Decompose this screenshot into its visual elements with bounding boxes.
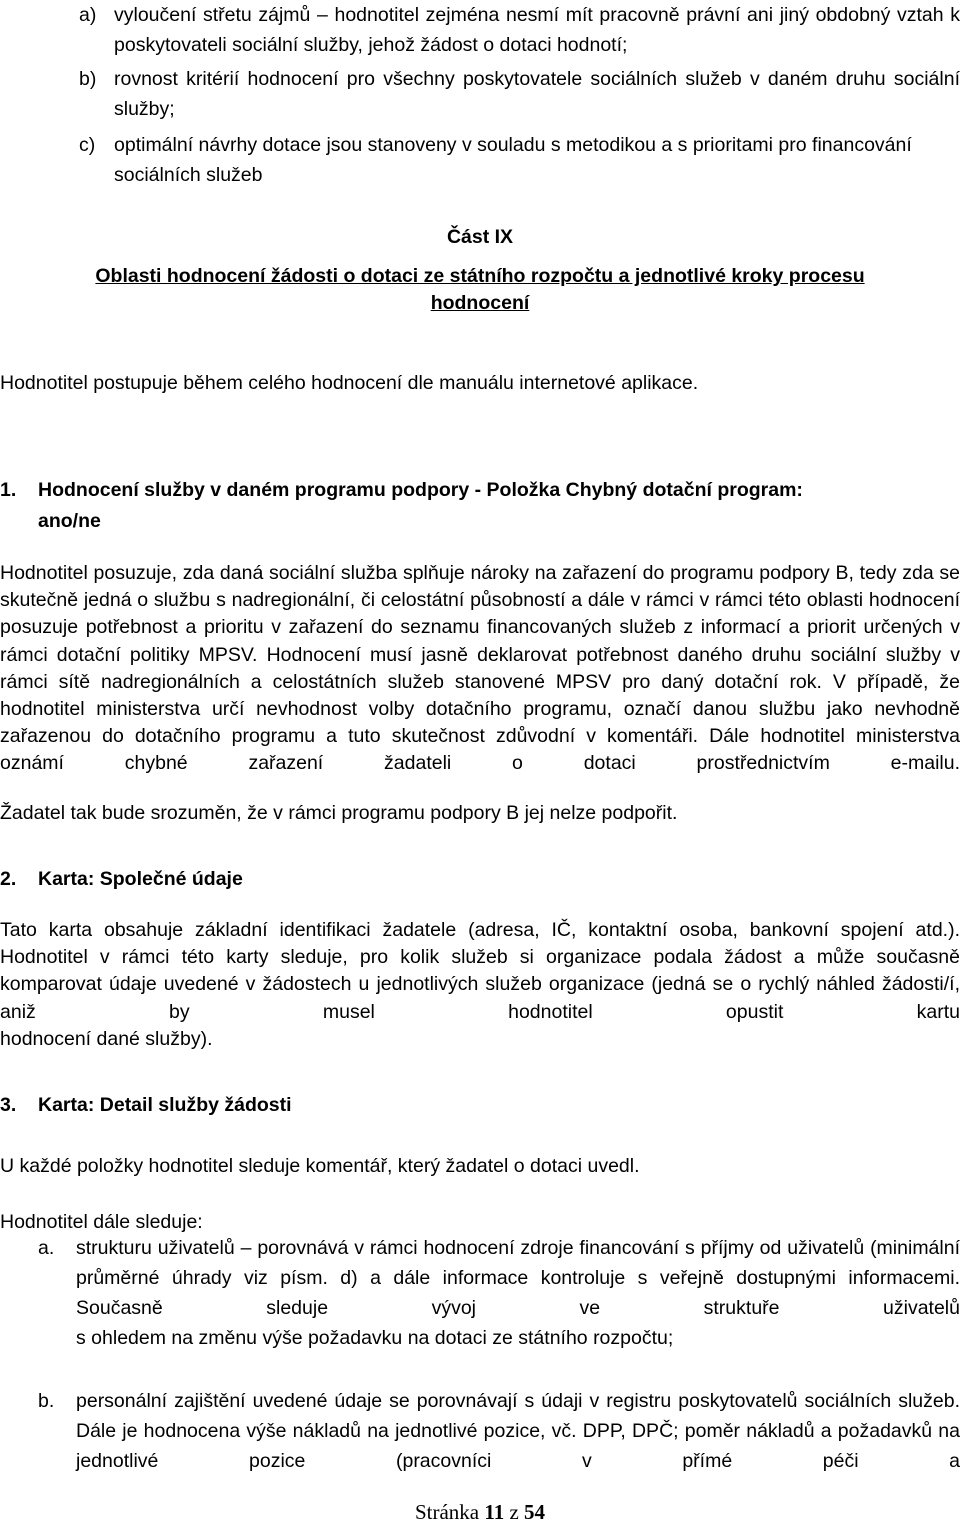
section-title: Karta: Společné údaje [38, 868, 243, 890]
section-3-heading [0, 1094, 292, 1117]
list-marker: c) [79, 134, 96, 156]
part-subtitle-line2: hodnocení [430, 292, 530, 314]
section-number: 1. [0, 479, 17, 501]
section-1-heading-line2: ano/ne [38, 510, 101, 532]
section-title: Hodnocení služby v daném programu podpory - Položka Chybný dotační program: [38, 479, 803, 501]
list-marker: a) [79, 4, 97, 26]
section-1-heading [0, 479, 803, 502]
section-number: 2. [0, 868, 17, 890]
section-title: Karta: Detail služby žádosti [38, 1094, 292, 1116]
list-item-text: personální zajištění uvedené údaje se porovnávají s údaji v registru poskytovatelů sociálních služeb. Dále je hodnocena výše nákladů na jednotlivé pozice, vč. DPP, DPČ; poměr nákladů a požadavků na jednotlivé pozice (pracovníci v přímé péči a [76, 1390, 960, 1472]
list-item-text: strukturu uživatelů – porovnává v rámci hodnocení zdroje financování s příjmy od uživatelů (minimální průměrné úhrady viz písm. d) a dále informace kontroluje s veřejně dostupnými informacemi. Současně sleduje vývoj ve struktuře uživatelů [76, 1237, 960, 1319]
part-title: Část IX [446, 226, 514, 248]
footer-separator: z [509, 1500, 519, 1524]
section-2-heading [0, 868, 243, 891]
list-item-last-line: s ohledem na změnu výše požadavku na dotaci ze státního rozpočtu; [76, 1327, 674, 1349]
section-1-body: Hodnotitel posuzuje, zda daná sociální služba splňuje nároky na zařazení do programu podpory B, tedy zda se skutečně jedná o službu s nadregionální, či celostátní působností a dále v rámci v rámci této oblasti hodnocení posuzuje potřebnost a prioritu v zařazení do seznamu financovaných služeb z informací a priorit určených v rámci dotační politiky MPSV. Hodnocení musí jasně deklarovat potřebnost daného druhu sociální služby v rámci sítě nadregionálních a celostátních služeb stanovené MPSV pro daný dotační rok. V případě, že hodnotitel ministerstva určí nevhodnost volby dotačního programu, označí danou službu jako nevhodně zařazenou do dotačního programu a tuto skutečnost zdůvodní v komentáři. Dále hodnotitel ministerstva oznámí chybné zařazení žadateli o dotaci prostřednictvím e-mailu. [0, 562, 960, 775]
intro-paragraph: Hodnotitel postupuje během celého hodnocení dle manuálu internetové aplikace. [0, 372, 699, 394]
section-2-last-line: hodnocení dané služby). [0, 1028, 213, 1050]
section-3-followup: Hodnotitel dále sleduje: [0, 1211, 203, 1233]
section-3-paragraph: U každé položky hodnotitel sleduje komentář, který žadatel o dotaci uvedl. [0, 1155, 640, 1177]
footer-total-pages: 54 [524, 1500, 546, 1524]
list-marker: b) [79, 68, 97, 90]
list-marker: a. [38, 1237, 55, 1259]
list-item-text: optimální návrhy dotace jsou stanoveny v souladu s metodikou a s prioritami pro financování sociálních služeb [114, 134, 912, 186]
footer-page-number: 11 [484, 1500, 505, 1524]
section-2-body: Tato karta obsahuje základní identifikaci žadatele (adresa, IČ, kontaktní osoba, bankovní spojení atd.). Hodnotitel v rámci této karty sleduje, pro kolik služeb si organizace podala žádost a může současně komparovat údaje uvedené v žádostech u jednotlivých služeb organizace (jedná se o rychlý náhled žádosti/í, aniž by musel hodnotitel opustit kartu [0, 919, 960, 1023]
section-number: 3. [0, 1094, 17, 1116]
footer-prefix: Stránka [414, 1500, 480, 1524]
part-subtitle-line1: Oblasti hodnocení žádosti o dotaci ze státního rozpočtu a jednotlivé kroky procesu [95, 265, 865, 287]
list-item-text: rovnost kritérií hodnocení pro všechny poskytovatele sociálních služeb v daném druhu sociální služby; [114, 68, 960, 120]
part-subtitle [0, 265, 960, 288]
list-item-text: vyloučení střetu zájmů – hodnotitel zejména nesmí mít pracovně právní ani jiný obdobný vztah k poskytovateli sociální služby, jehož žádost o dotaci hodnotí; [114, 4, 960, 56]
list-marker: b. [38, 1390, 55, 1412]
page-footer [0, 1500, 960, 1525]
section-1-last-line: Žadatel tak bude srozuměn, že v rámci programu podpory B jej nelze podpořit. [0, 802, 678, 824]
